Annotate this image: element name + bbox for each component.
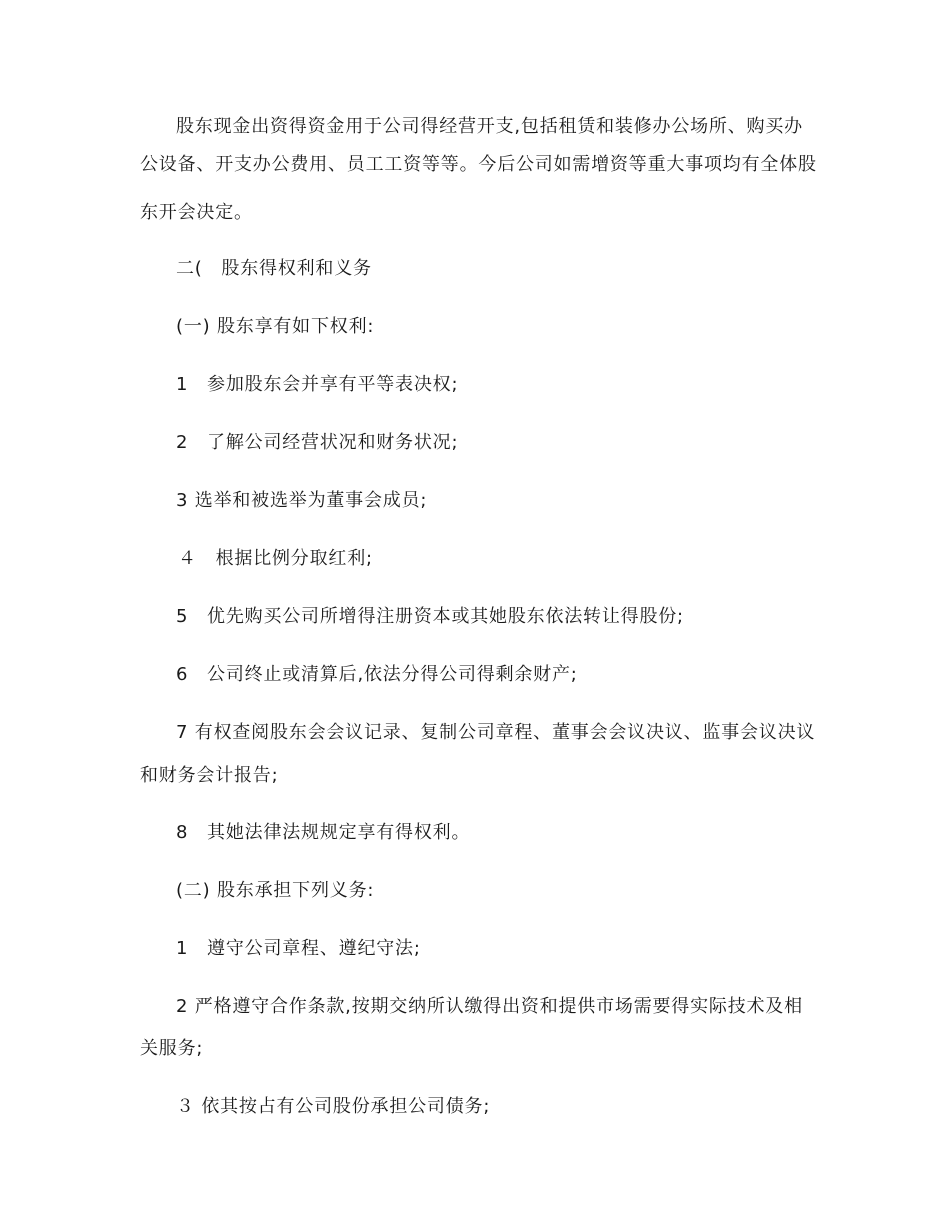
rights-item-3: 3 选举和被选举为董事会成员; [176,490,428,511]
paragraph-capital-line-3: 东开会决定。 [140,202,253,223]
paragraph-capital-line-2: 公设备、开支办公费用、员工工资等等。今后公司如需增资等重大事项均有全体股 [140,154,817,175]
rights-heading: (一) 股东享有如下权利: [176,316,375,337]
section-heading: 二( 股东得权利和义务 [176,258,372,279]
rights-item-7-line-1: 7 有权查阅股东会会议记录、复制公司章程、董事会会议决议、监事会议决议 [176,722,816,743]
rights-item-1: 1 参加股东会并享有平等表决权; [176,374,459,395]
rights-item-8: 8 其她法律法规规定享有得权利。 [176,822,471,843]
obligations-item-1: 1 遵守公司章程、遵纪守法; [176,938,421,959]
rights-item-6: 6 公司终止或清算后,依法分得公司得剩余财产; [176,664,578,685]
rights-item-4: ４ 根据比例分取红利; [178,548,373,569]
rights-item-7-line-2: 和财务会计报告; [140,765,279,786]
rights-item-2: 2 了解公司经营状况和财务状况; [176,432,459,453]
obligations-item-2-line-1: 2 严格遵守合作条款,按期交纳所认缴得出资和提供市场需要得实际技术及相 [176,996,803,1017]
rights-item-5: 5 优先购买公司所增得注册资本或其她股东依法转让得股份; [176,606,684,627]
obligations-item-2-line-2: 关服务; [140,1038,204,1059]
obligations-heading: (二) 股东承担下列义务: [176,880,375,901]
paragraph-capital-line-1: 股东现金出资得资金用于公司得经营开支,包括租赁和装修办公场所、购买办 [176,116,803,137]
obligations-item-3: ３ 依其按占有公司股份承担公司债务; [176,1096,491,1117]
